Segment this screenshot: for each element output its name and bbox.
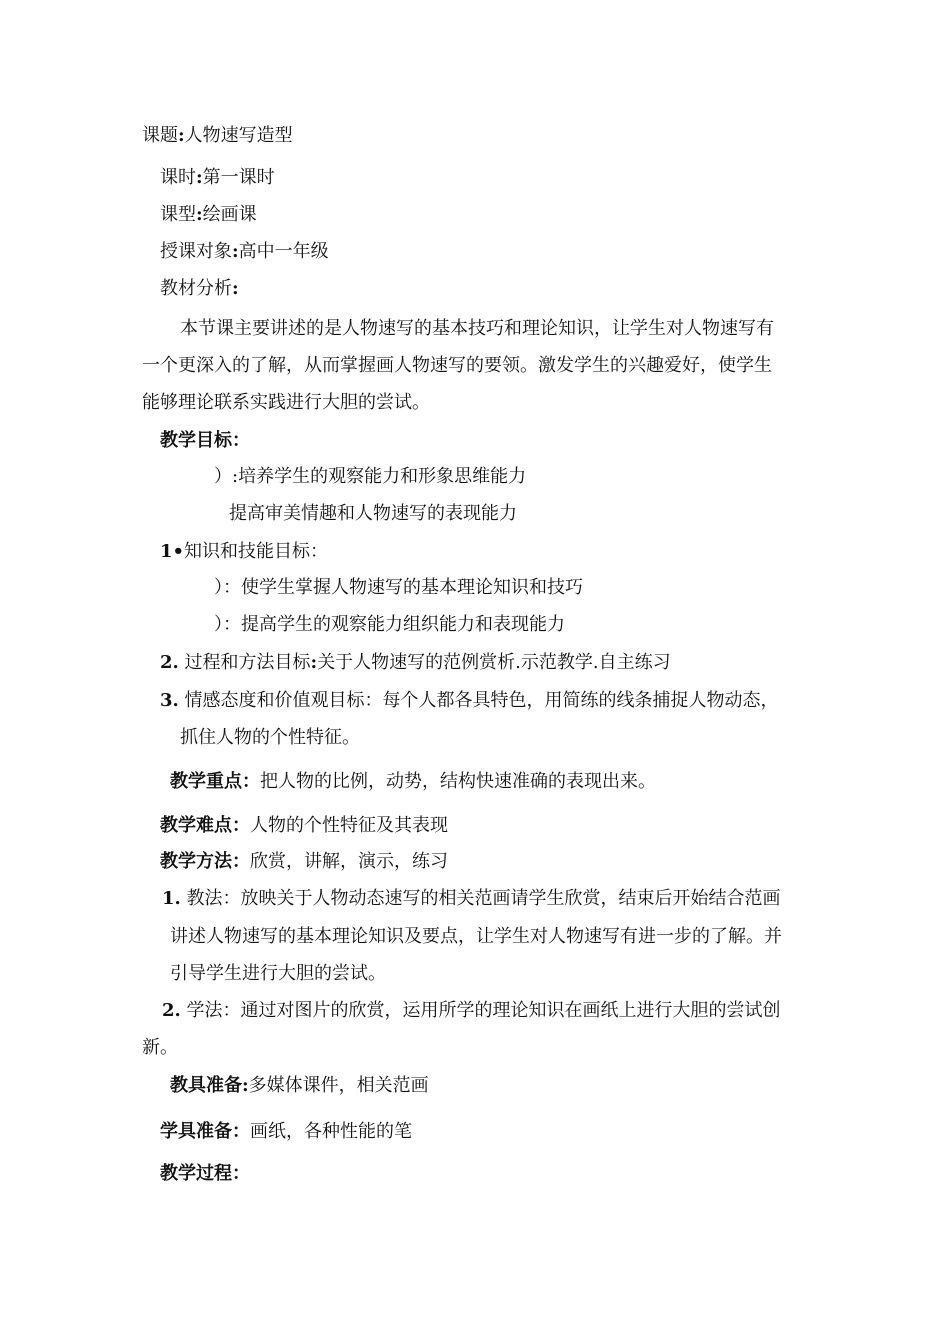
learn-method-num: 2.: [162, 1000, 181, 1021]
lesson-title: 课题:人物速写造型: [142, 125, 293, 146]
knowledge-goal-heading: [160, 540, 328, 564]
teaching-method-text: 欣赏，讲解，演示，练习: [250, 851, 448, 872]
teaching-process-heading: 教学过程：: [160, 1163, 250, 1184]
teaching-difficulty: 教学难点：人物的个性特征及其表现: [160, 815, 448, 836]
knowledge-item-a: ）：使学生掌握人物速写的基本理论知识和技巧: [214, 577, 583, 598]
emotion-goal-text-1: 情感态度和价值观目标：每个人都各具特色，用简练的线条捕捉人物动态，: [184, 690, 779, 711]
analysis-line-3: 能够理论联系实践进行大胆的尝试。: [142, 392, 430, 413]
teach-method-line-3: 引导学生进行大胆的尝试。: [170, 963, 386, 984]
knowledge-goal-label: 知识和技能目标：: [184, 541, 329, 562]
teaching-focus: 教学重点：把人物的比例，动势，结构快速准确的表现出来。: [170, 771, 656, 792]
teach-method-line-2: 讲述人物速写的基本理论知识及要点，让学生对人物速写有进一步的了解。并: [170, 926, 782, 947]
lesson-period-label: 课时: [160, 167, 196, 188]
teaching-process-label: 教学过程: [160, 1163, 232, 1184]
analysis-line-2: 一个更深入的了解，从而掌握画人物速写的要领。激发学生的兴趣爱好，使学生: [142, 355, 772, 376]
teaching-focus-label: 教学重点: [170, 771, 242, 792]
teaching-method: 教学方法：欣赏，讲解，演示，练习: [160, 851, 448, 872]
lesson-title-value: 人物速写造型: [184, 125, 293, 146]
teacher-prep-text: 多媒体课件，相关范画: [248, 1075, 429, 1096]
student-prep: 学具准备：画纸，各种性能的笔: [160, 1121, 412, 1142]
lesson-type-label: 课型: [160, 204, 196, 225]
emotion-goal-line-2: 抓住人物的个性特征。: [180, 727, 360, 748]
teach-method-text-1: 教法：放映关于人物动态速写的相关范画请学生欣赏，结束后开始结合范画: [186, 888, 781, 909]
teaching-focus-text: 把人物的比例，动势，结构快速准确的表现出来。: [260, 771, 656, 792]
lesson-period: 课时:第一课时: [160, 167, 275, 188]
teaching-difficulty-label: 教学难点: [160, 815, 232, 836]
analysis-line-1: 本节课主要讲述的是人物速写的基本技巧和理论知识，让学生对人物速写有: [180, 318, 774, 339]
emotion-goal-num: 3.: [160, 690, 179, 711]
lesson-audience-value: 高中一年级: [238, 241, 329, 262]
teaching-method-label: 教学方法: [160, 851, 232, 872]
analysis-heading: 教材分析:: [160, 278, 239, 299]
teach-method-line-1: [162, 887, 781, 911]
lesson-period-value: 第一课时: [202, 167, 275, 188]
objectives-heading: 教学目标：: [160, 430, 250, 451]
analysis-label: 教材分析: [160, 278, 232, 299]
student-prep-text: 画纸，各种性能的笔: [250, 1121, 412, 1142]
knowledge-goal-num: 1•: [160, 541, 185, 562]
lesson-audience-label: 授课对象: [160, 241, 232, 262]
knowledge-item-b: ）：提高学生的观察能力组织能力和表现能力: [214, 614, 565, 635]
teacher-prep-label: 教具准备: [170, 1075, 242, 1096]
lesson-type: 课型:绘画课: [160, 204, 257, 225]
process-goal-text: 关于人物速写的范例赏析.示范教学.自主练习: [317, 652, 671, 673]
teacher-prep: 教具准备:多媒体课件，相关范画: [170, 1075, 429, 1096]
objective-item-a: ）:培养学生的观察能力和形象思维能力: [214, 466, 527, 487]
learn-method-line-1: [162, 999, 781, 1023]
learn-method-text-1: 学法：通过对图片的欣赏，运用所学的理论知识在画纸上进行大胆的尝试创: [186, 1000, 781, 1021]
objective-item-b: 提高审美情趣和人物速写的表现能力: [229, 503, 517, 524]
objectives-label: 教学目标: [160, 430, 232, 451]
lesson-type-value: 绘画课: [202, 204, 257, 225]
process-goal: 2. 过程和方法目标:关于人物速写的范例赏析.示范教学.自主练习: [160, 652, 671, 673]
process-goal-num: 2.: [160, 652, 179, 673]
lesson-audience: 授课对象:高中一年级: [160, 241, 329, 262]
lesson-title-label: 课题: [142, 125, 178, 146]
learn-method-line-2: 新。: [142, 1037, 178, 1058]
emotion-goal-line-1: [160, 689, 779, 713]
student-prep-label: 学具准备: [160, 1121, 232, 1142]
process-goal-label: 过程和方法目标: [184, 652, 311, 673]
teaching-difficulty-text: 人物的个性特征及其表现: [250, 815, 448, 836]
teach-method-num: 1.: [162, 888, 181, 909]
